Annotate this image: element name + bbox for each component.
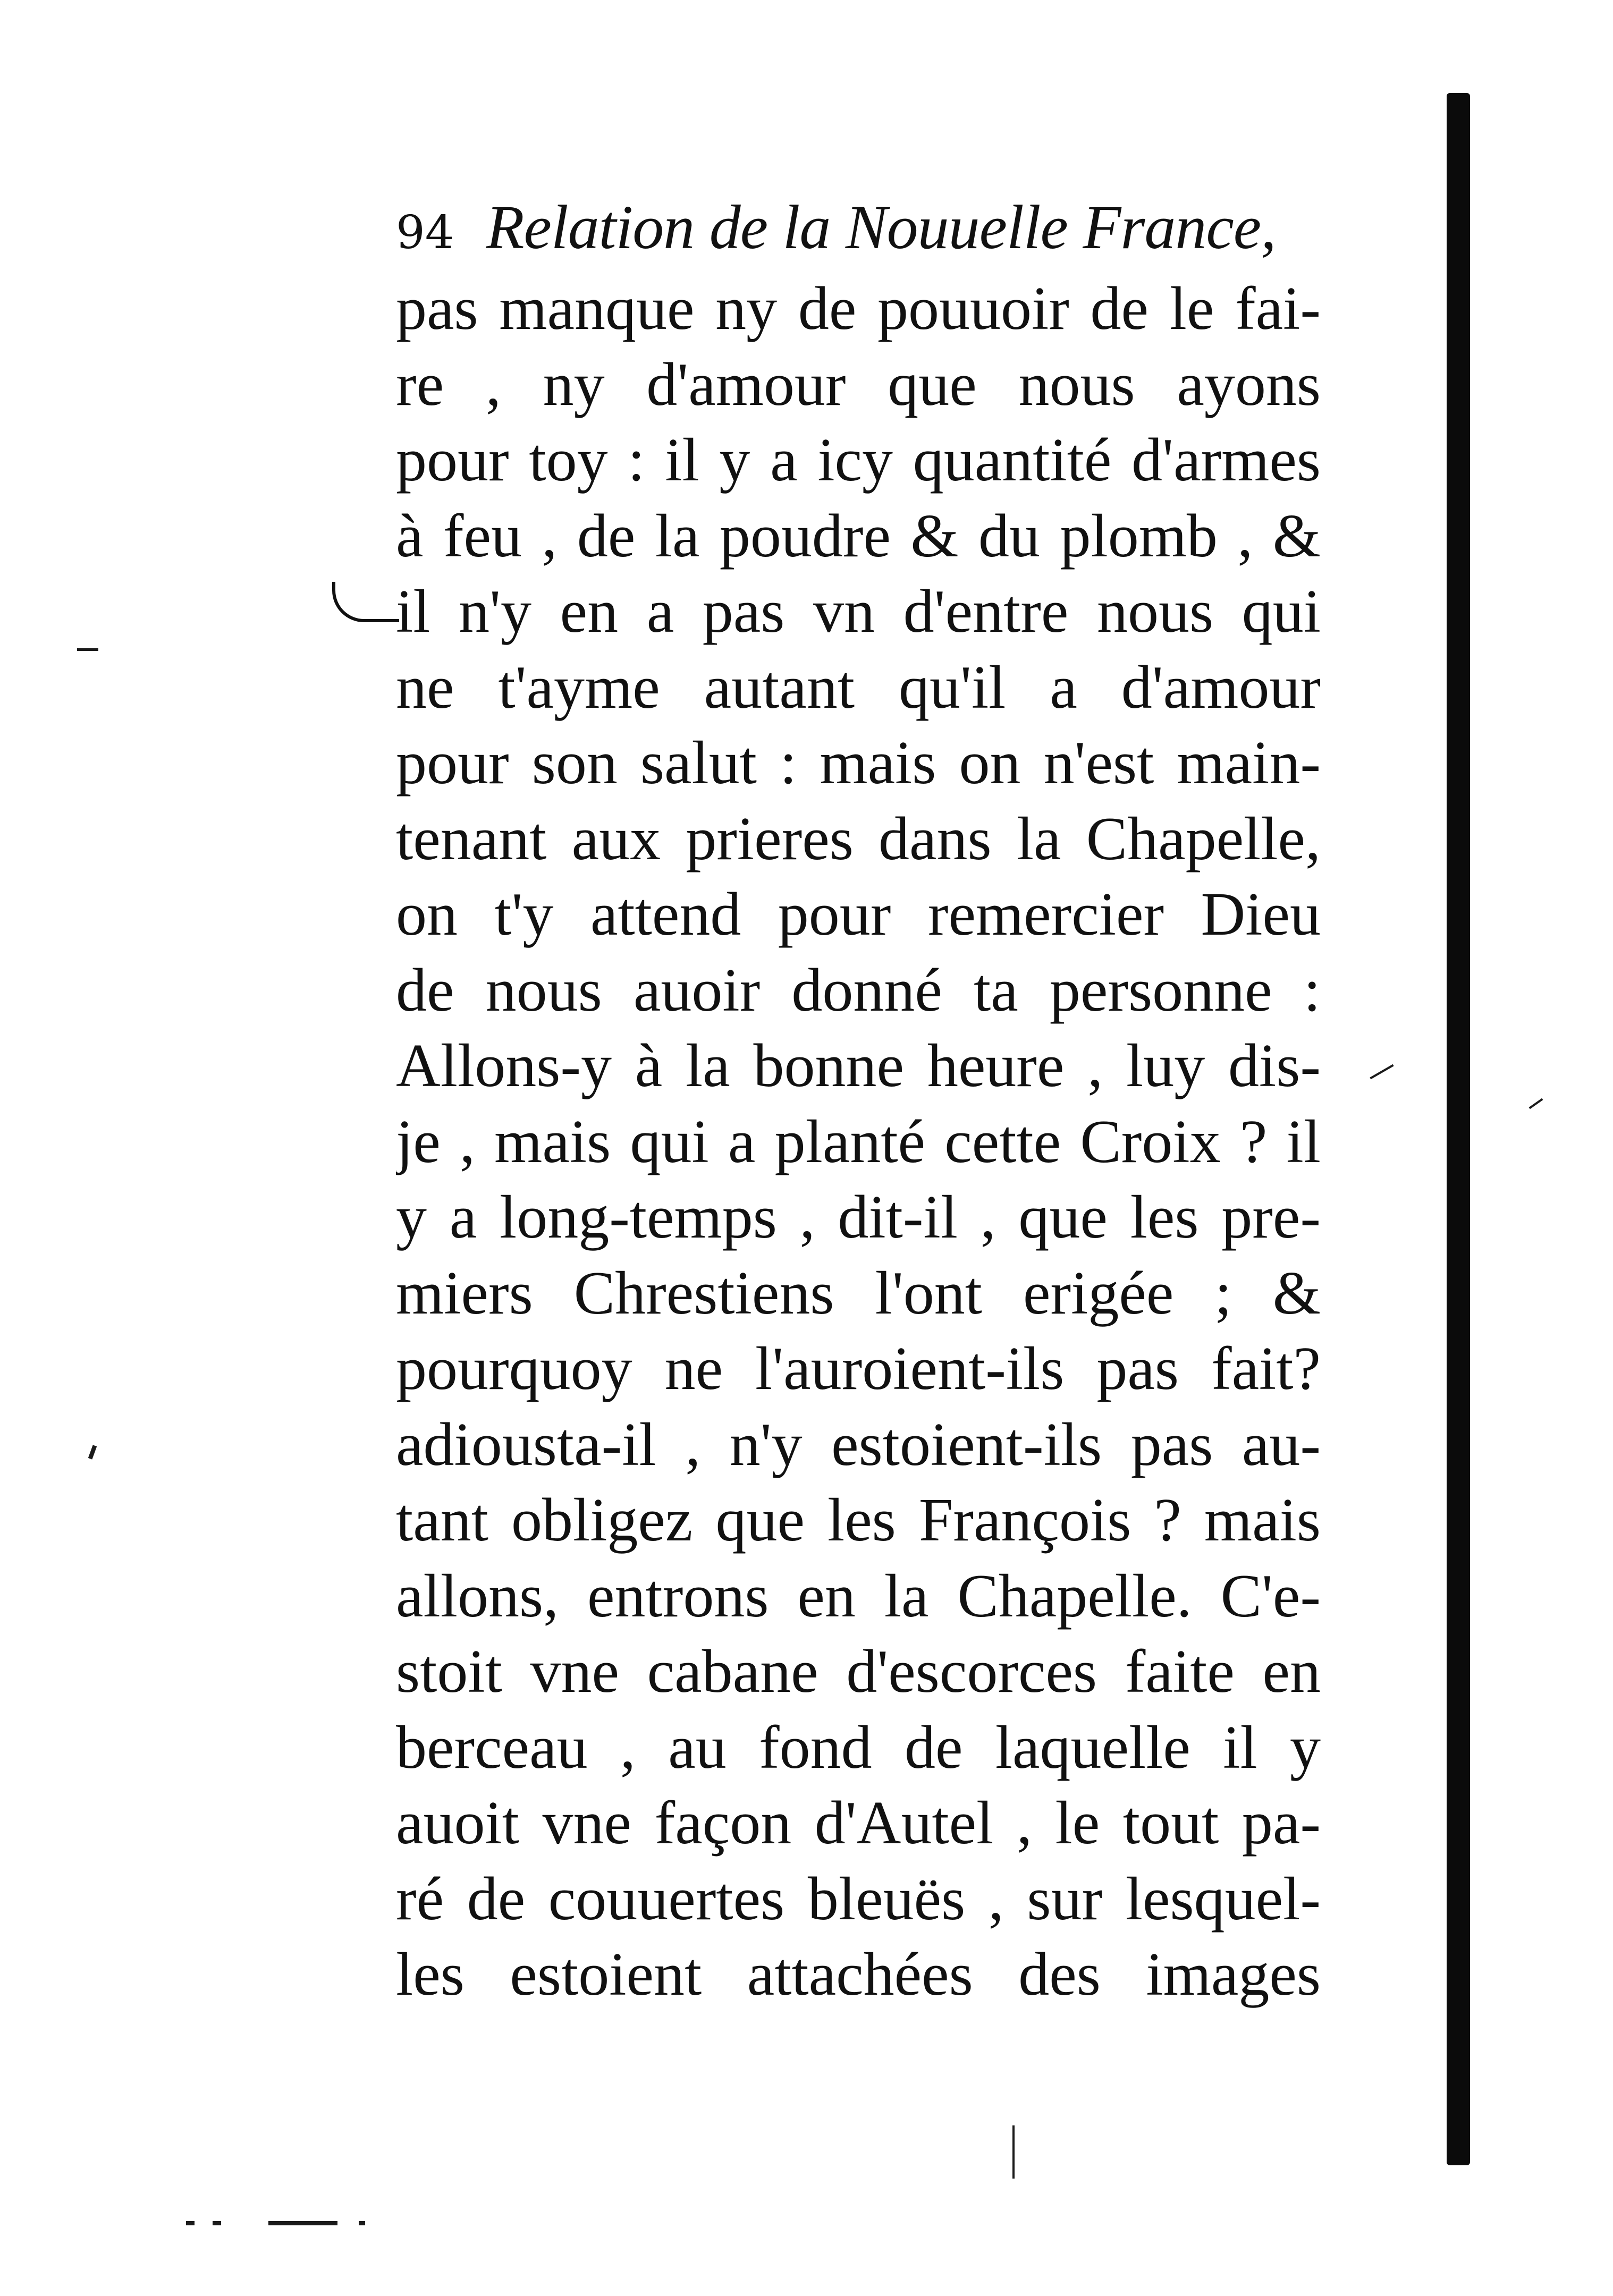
text-line: on t'y attend pour remercier Dieu [396, 880, 1321, 948]
text-line: allons, entrons en la Chapelle. C'e- [396, 1562, 1321, 1630]
text-line: re , ny d'amour que nous ayons [396, 350, 1321, 419]
text-line: pour son salut : mais on n'est main- [396, 729, 1321, 797]
text-line: de nous auoir donné ta personne : [396, 956, 1321, 1024]
text-line: pas manque ny de pouuoir de le fai- [396, 275, 1321, 343]
text-line: pour toy : il y a icy quantité d'armes [396, 426, 1321, 494]
margin-speck [77, 648, 98, 651]
margin-speck [359, 2221, 365, 2225]
binding-gutter [1447, 93, 1470, 2165]
text-line: pourquoy ne l'auroient-ils pas fait? [396, 1335, 1321, 1403]
text-line: il n'y en a pas vn d'entre nous qui [396, 578, 1321, 646]
text-line: stoit vne cabane d'escorces faite en [396, 1638, 1321, 1706]
text-line: tant obligez que les François ? mais [396, 1486, 1321, 1554]
text-line: adiousta-il , n'y estoient-ils pas au- [396, 1410, 1321, 1479]
text-line: Allons-y à la bonne heure , luy dis- [396, 1032, 1321, 1100]
margin-speck [88, 1445, 97, 1459]
text-line: je , mais qui a planté cette Croix ? il [396, 1107, 1321, 1176]
running-title: Relation de la Nouuelle France, [486, 192, 1276, 262]
margin-speck [1012, 2125, 1015, 2179]
margin-speck [1529, 1098, 1543, 1109]
text-line: berceau , au fond de laquelle il y [396, 1713, 1321, 1782]
margin-speck [186, 2221, 195, 2225]
text-line: les estoient attachées des images [396, 1941, 1321, 2009]
page-header [396, 191, 1310, 271]
margin-speck [213, 2221, 221, 2225]
text-line: tenant aux prieres dans la Chapelle, [396, 804, 1321, 873]
text-line: miers Chrestiens l'ont erigée ; & [396, 1259, 1321, 1327]
text-line: à feu , de la poudre & du plomb , & [396, 502, 1321, 570]
margin-speck [1370, 1064, 1394, 1079]
page-number: 94 [396, 206, 454, 259]
text-line: ré de couuertes bleuës , sur lesquel- [396, 1865, 1321, 1933]
text-line: y a long-temps , dit-il , que les pre- [396, 1183, 1321, 1251]
body-text [396, 271, 1321, 2013]
text-line: auoit vne façon d'Autel , le tout pa- [396, 1789, 1321, 1857]
margin-hook-mark [332, 582, 399, 622]
margin-speck [268, 2221, 337, 2225]
text-line: ne t'ayme autant qu'il a d'amour [396, 653, 1321, 722]
